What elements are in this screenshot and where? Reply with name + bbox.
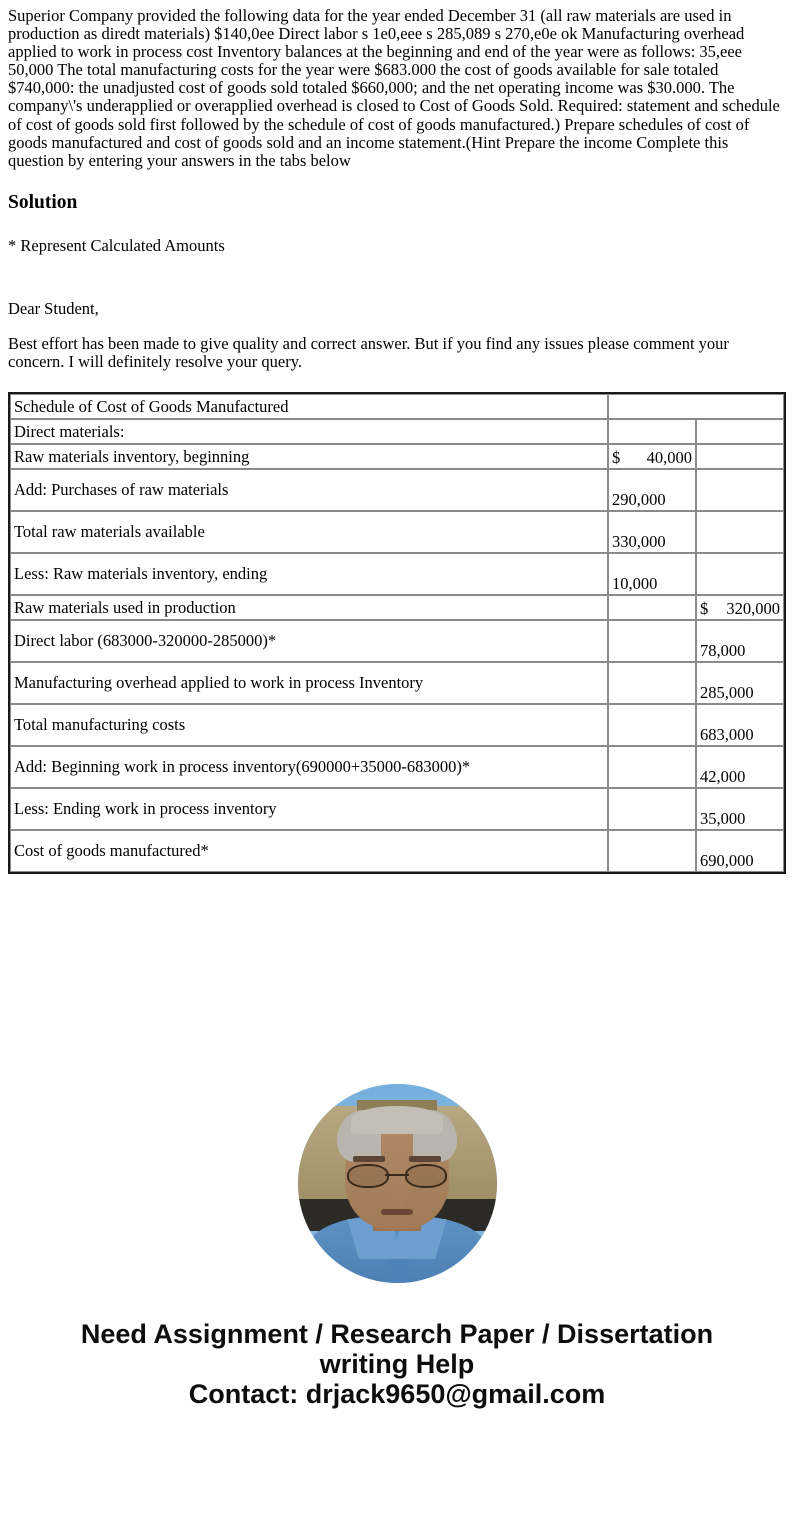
row-amount-cell: 690,000 <box>696 830 784 872</box>
salutation-text: Dear Student, <box>8 298 99 318</box>
table-row <box>10 469 784 511</box>
promo-contact-line: Contact: drjack9650@gmail.com <box>188 1379 606 1410</box>
row-amount-cell: 330,000 <box>608 511 696 553</box>
table-row <box>10 419 784 444</box>
table-row <box>10 595 784 620</box>
currency-symbol: $ <box>612 448 621 468</box>
table-row <box>10 620 784 662</box>
row-amount-cell <box>608 595 696 620</box>
avatar-lens-right <box>405 1164 447 1188</box>
schedule-table-wrapper <box>8 392 786 874</box>
promo-line-1: Need Assignment / Research Paper / Dissertation <box>80 1319 714 1350</box>
row-amount-cell <box>696 595 784 620</box>
avatar-eyebrow-right <box>409 1156 441 1162</box>
table-row <box>10 444 784 469</box>
table-row <box>10 662 784 704</box>
row-amount-cell <box>608 444 696 469</box>
row-amount-cell: 290,000 <box>608 469 696 511</box>
avatar-glasses-bridge <box>385 1174 409 1176</box>
table-row <box>10 511 784 553</box>
row-amount-cell <box>696 469 784 511</box>
row-label-cell: Direct materials: <box>10 419 608 444</box>
row-amount-cell <box>608 419 696 444</box>
row-label-cell: Less: Raw materials inventory, ending <box>10 553 608 595</box>
table-row <box>10 746 784 788</box>
row-amount-cell <box>696 419 784 444</box>
avatar-block <box>0 1084 794 1283</box>
table-row <box>10 704 784 746</box>
title-row-filler <box>608 394 784 419</box>
question-paragraph: Superior Company provided the following data for the year ended December 31 (all raw materials are used in production as diredt materials) $140,0ee Direct labor s 1e0,eee s 285,089 s 270,e0e ok Manufacturing overhead applied to work in process cost Inventory balances at the beginning and end of the year were as follows: 35,eee 50,000 The total manufacturing costs for the year were $683.000 the cost of goods available for sale totaled $740,000: the unadjusted cost of goods sold totaled $660,000; and the net operating income was $30.000. The company\'s underapplied or overapplied overhead is closed to Cost of Goods Sold. Required: statement and schedule of cost of goods sold first followed by the schedule of cost of goods manufactured.) Prepare schedules of cost of goods manufactured and cost of goods sold and an income statement.(Hint Prepare the income Complete this question by entering your answers in the tabs below <box>8 6 780 170</box>
promo-line-2: writing Help <box>319 1349 475 1380</box>
row-amount-cell: 683,000 <box>696 704 784 746</box>
promo-footer <box>0 1319 794 1423</box>
calculated-amounts-note: * Represent Calculated Amounts <box>8 235 225 255</box>
row-amount-cell <box>696 511 784 553</box>
row-label-cell: Add: Beginning work in process inventory(690000+35000-683000)* <box>10 746 608 788</box>
row-amount-cell: 10,000 <box>608 553 696 595</box>
row-amount-cell <box>696 553 784 595</box>
row-label-cell: Add: Purchases of raw materials <box>10 469 608 511</box>
row-amount-cell <box>696 444 784 469</box>
row-label-cell: Direct labor (683000-320000-285000)* <box>10 620 608 662</box>
currency-symbol: $ <box>700 599 709 619</box>
row-label-cell: Raw materials inventory, beginning <box>10 444 608 469</box>
row-label-cell: Total manufacturing costs <box>10 704 608 746</box>
cost-of-goods-manufactured-table <box>8 392 786 874</box>
row-amount-cell: 35,000 <box>696 788 784 830</box>
row-amount-cell <box>608 830 696 872</box>
row-label-cell: Manufacturing overhead applied to work in process Inventory <box>10 662 608 704</box>
solution-heading: Solution <box>8 191 78 213</box>
tutor-message: Best effort has been made to give quality and correct answer. But if you find any issues please comment your concern. I will definitely resolve your query. <box>8 333 729 371</box>
schedule-title-cell: Schedule of Cost of Goods Manufactured <box>10 394 608 419</box>
row-amount-cell <box>608 788 696 830</box>
avatar-lens-left <box>347 1164 389 1188</box>
row-amount-cell: 78,000 <box>696 620 784 662</box>
avatar-eyebrow-left <box>353 1156 385 1162</box>
table-row <box>10 830 784 872</box>
table-title-row <box>10 394 784 419</box>
row-label-cell: Total raw materials available <box>10 511 608 553</box>
tutor-avatar-photo <box>298 1084 497 1283</box>
row-label-cell: Less: Ending work in process inventory <box>10 788 608 830</box>
row-amount-cell <box>608 620 696 662</box>
row-amount-cell <box>608 746 696 788</box>
row-amount-cell <box>608 704 696 746</box>
table-row <box>10 553 784 595</box>
row-label-cell: Raw materials used in production <box>10 595 608 620</box>
avatar-hair-top <box>351 1106 443 1134</box>
row-amount-cell <box>608 662 696 704</box>
row-label-cell: Cost of goods manufactured* <box>10 830 608 872</box>
avatar-mouth <box>381 1209 413 1215</box>
table-row <box>10 788 784 830</box>
amount-value: 320,000 <box>726 599 780 619</box>
row-amount-cell: 42,000 <box>696 746 784 788</box>
row-amount-cell: 285,000 <box>696 662 784 704</box>
amount-value: 40,000 <box>646 448 692 468</box>
